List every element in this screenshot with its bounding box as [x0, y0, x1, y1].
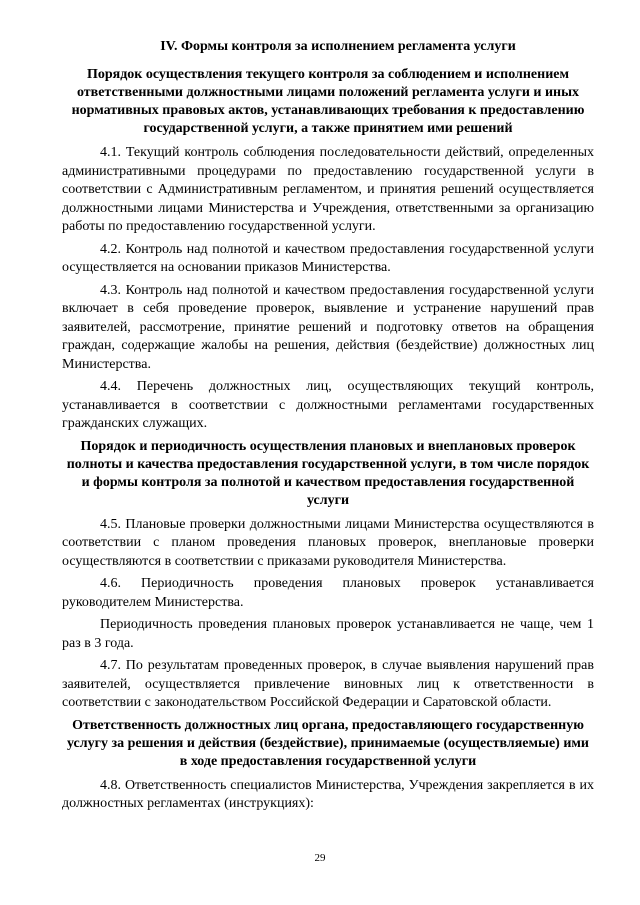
paragraph-4-3: 4.3. Контроль над полнотой и качеством предоставления государственной услуги включает в себя проведение проверок, выявление и устранение нарушений прав заявителей, рассмотрение, принятие решений и подготовку ответов на обращения граждан, содержащие жалобы на решения, действия (бездействие) должностных лиц Министерства. [62, 282, 594, 372]
paragraph-4-7: 4.7. По результатам проведенных проверок, в случае выявления нарушений прав заявителей, осуществляется привлечение виновных лиц к ответственности в соответствии с законодательством Российской Федерации и Саратовской области. [62, 658, 594, 710]
heading-inspections: Порядок и периодичность осуществления плановых и внеплановых проверок полноты и качества предоставления государственной услуги, в том числе порядок и формы контроля за полнотой и качеством предоставления государственной услуги [66, 438, 590, 508]
heading-responsibility: Ответственность должностных лиц органа, предоставляющего государственную услугу за решения и действия (бездействие), принимаемые (осуществляемые) ими в ходе предоставления государственной услуги [66, 717, 589, 769]
paragraph-4-6-frequency: Периодичность проведения плановых проверок устанавливается не чаще, чем 1 раз в 3 года. [62, 617, 594, 651]
heading-current-control: Порядок осуществления текущего контроля за соблюдением и исполнением ответственными должностными лицами положений регламента услуги и иных нормативных правовых актов, устанавливающих требования к предоставлению государственной услуги, а также принятием ими решений [71, 67, 585, 136]
section-title: IV. Формы контроля за исполнением регламента услуги [160, 39, 516, 54]
page-number: 29 [314, 852, 326, 864]
paragraph-4-8: 4.8. Ответственность специалистов Министерства, Учреждения закрепляется в их должностных регламентах (инструкциях): [62, 777, 594, 811]
document-page [62, 38, 594, 818]
paragraph-4-6: 4.6. Периодичность проведения плановых проверок устанавливается руководителем Министерства. [62, 576, 594, 610]
paragraph-4-4: 4.4. Перечень должностных лиц, осуществляющих текущий контроль, устанавливается в соответствии с должностными регламентами государственных гражданских служащих. [62, 379, 594, 431]
paragraph-4-1: 4.1. Текущий контроль соблюдения последовательности действий, определенных административными процедурами по предоставлению государственной услуги в соответствии с Административным регламентом, и принятия решений осуществляется должностными лицами Министерства и Учреждения, ответственными за организацию работы по предоставлению государственной услуги. [62, 145, 594, 234]
paragraph-4-2: 4.2. Контроль над полнотой и качеством предоставления государственной услуги осуществляется на основании приказов Министерства. [62, 241, 594, 275]
paragraph-4-5: 4.5. Плановые проверки должностными лицами Министерства осуществляются в соответствии с планом проведения плановых проверок, внеплановые проверки осуществляются в соответствии с приказами руководителя Министерства. [62, 516, 594, 569]
